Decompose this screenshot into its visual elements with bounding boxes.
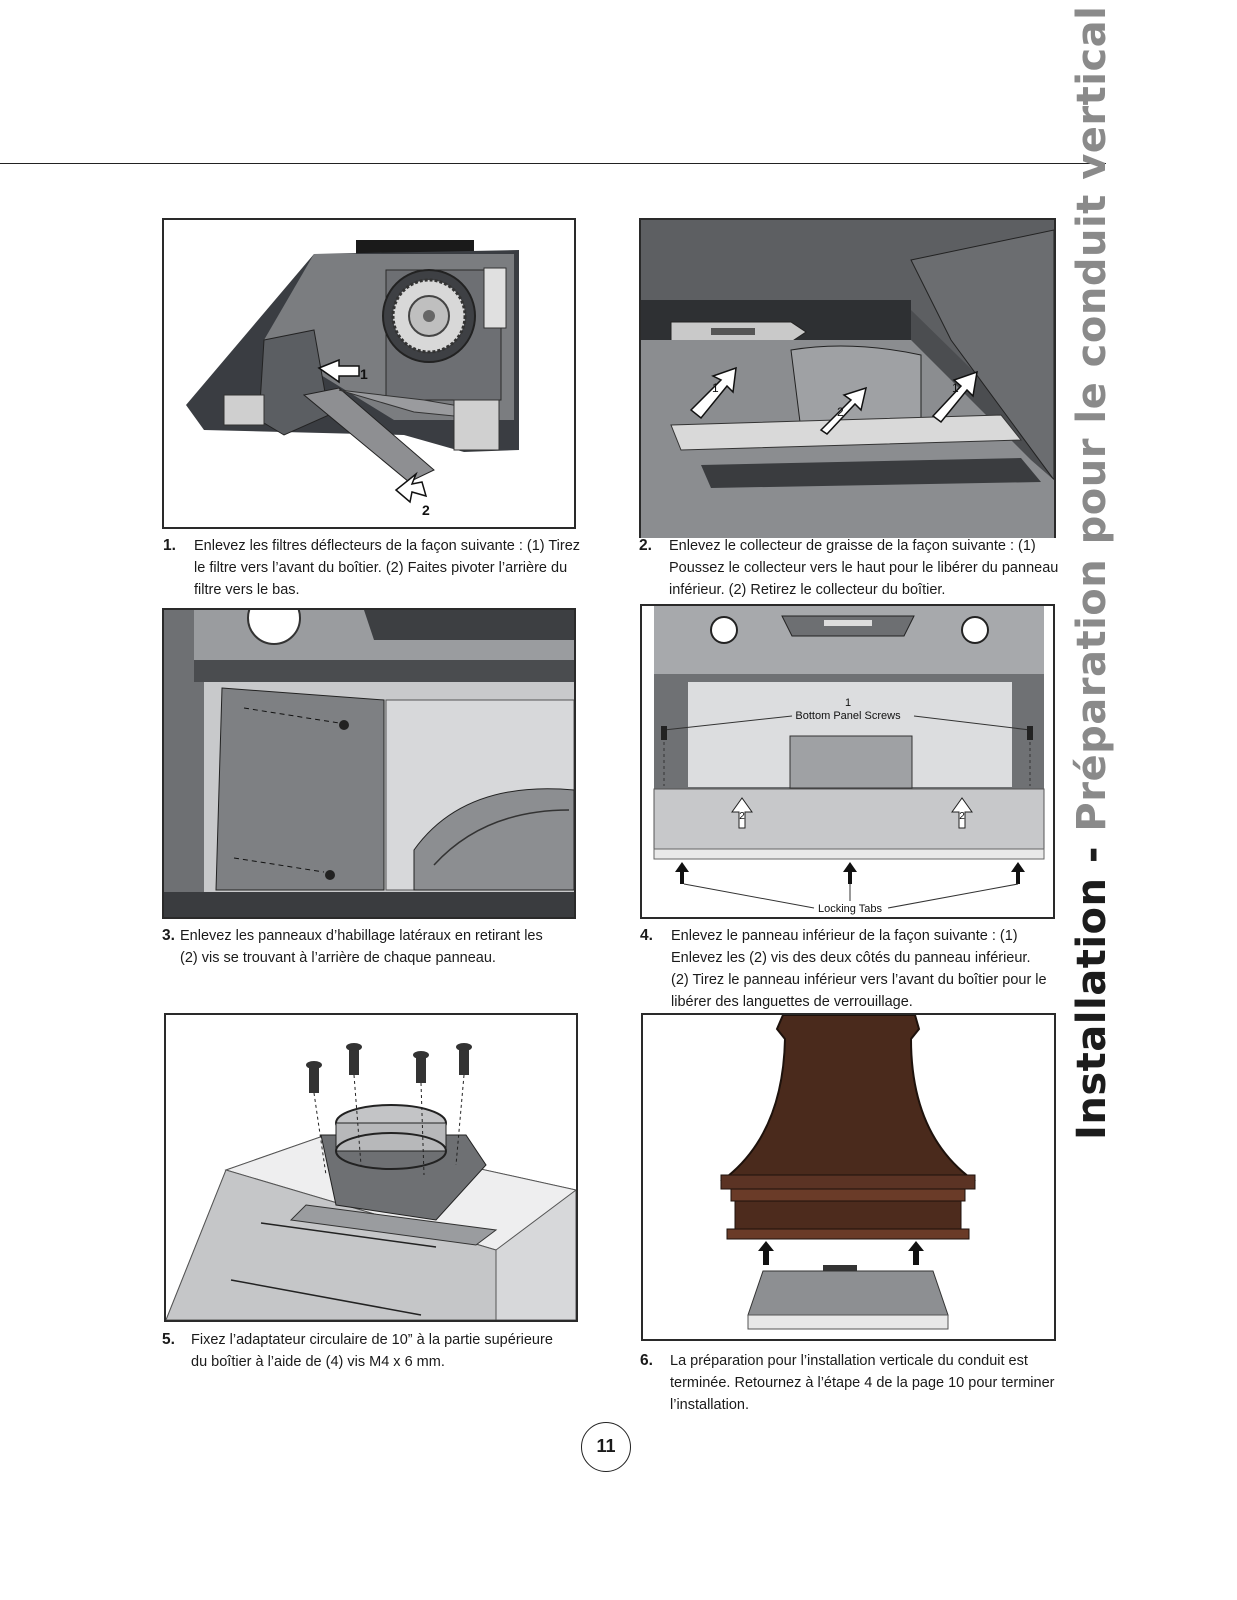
callout-1: 1 [360,366,368,382]
step-5-number: 5. [162,1331,175,1348]
figure-step-6 [641,1013,1056,1341]
callout-1a: 1 [712,381,719,395]
filter-removal-illustration [164,220,574,527]
step-5-text: Fixez l’adaptateur circulaire de 10” à la partie supérieure du boîtier à l’aide de (4) vis M4 x 6 mm. [191,1332,553,1370]
callout-2: 2 [837,405,844,419]
side-panel-removal-illustration [164,610,574,917]
grease-collector-illustration [641,220,1054,538]
finished-hood-illustration [643,1015,1054,1339]
callout-2-right: 2 [959,811,965,822]
step-6-text: La préparation pour l’installation verticale du conduit est terminée. Retournez à l’étape 4 de la page 10 pour terminer l’installation. [670,1353,1055,1413]
figure-step-1 [162,218,576,529]
step-3-number: 3. [162,927,175,944]
side-section-title [1068,5,1116,1140]
callout-1: 1 [844,697,852,709]
figure-step-3 [162,608,576,919]
step-2-text: Enlevez le collecteur de graisse de la façon suivante : (1) Poussez le collecteur vers le haut pour le libérer du panneau inférieur. (2) Retirez le collecteur du boîtier. [669,538,1059,598]
bottom-panel-removal-illustration [642,606,1053,917]
step-6-number: 6. [640,1352,653,1369]
step-4-number: 4. [640,927,653,944]
step-5-caption [162,1329,562,1373]
circular-adapter-illustration [166,1015,576,1320]
step-3-text: Enlevez les panneaux d’habillage latéraux en retirant les (2) vis se trouvant à l’arrière de chaque panneau. [180,928,543,966]
callout-2: 2 [422,502,430,518]
callout-2-left: 2 [739,811,745,822]
step-6-caption [640,1350,1060,1416]
header-rule [0,163,1106,164]
figure-step-2 [639,218,1056,538]
step-4-text: Enlevez le panneau inférieur de la façon suivante : (1) Enlevez les (2) vis des deux côtés du panneau inférieur. (2) Tirez le panneau inférieur vers l’avant du boîtier pour le libérer des languettes de verrouillage. [671,928,1047,1010]
side-title-accent: Préparation pour le conduit vertical [1069,5,1115,832]
label-locking-tabs: Locking Tabs [817,903,883,915]
step-1-text: Enlevez les filtres déflecteurs de la façon suivante : (1) Tirez le filtre vers l’avant du boîtier. (2) Faites pivoter l’arrière du filtre vers le bas. [194,538,581,598]
step-1-caption [163,535,583,601]
page-number: 11 [581,1422,631,1472]
step-2-caption [639,535,1059,601]
callout-1b: 1 [952,381,959,395]
figure-step-4 [640,604,1055,919]
step-3-caption [162,925,562,969]
step-2-number: 2. [639,537,652,554]
step-1-number: 1. [163,537,176,554]
step-4-caption [640,925,1052,1013]
figure-step-5 [164,1013,578,1322]
label-bottom-panel-screws: Bottom Panel Screws [795,710,901,722]
side-title-main: Installation - [1069,831,1115,1140]
